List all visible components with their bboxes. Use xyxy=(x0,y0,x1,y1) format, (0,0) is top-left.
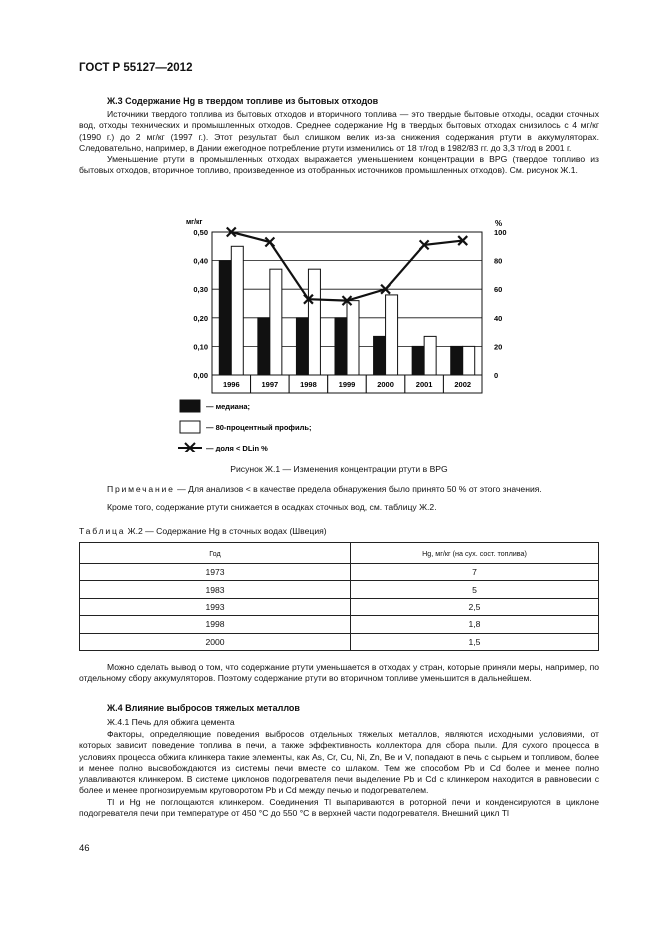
cell-year: 1993 xyxy=(80,598,351,615)
section-j3-body xyxy=(79,109,599,177)
legend-swatch xyxy=(180,421,200,433)
page-number: 46 xyxy=(79,843,90,854)
paragraph: Факторы, определяющие поведения выбросов отдельных тяжелых металлов, являются исходными условиями, от которых зависит поведение топлива в печи, а также эффективность коллектора для сбора пыли. Для сухого процесса в условиях процесса обжига клинкера такие элементы, как As, Cr, Cu, Ni, Zn, Be и V, попадают в печь с сырьем и топливом, более и менее полно высвобождаются из системы печи вместе со шлаком. Тем же способом Pb и Cd более и менее полно улавливаются клинкером. В системе циклонов подогревателя печи выделение Pb и Cd с клинкером находится в равновесии с более и менее прогнозируемым круговоротом Pb и Cd между печью и подогревателем. xyxy=(79,729,599,796)
y2-tick-label: 100 xyxy=(494,228,507,237)
section-j3-heading: Ж.3 Содержание Hg в твердом топливе из бытовых отходов xyxy=(107,96,379,106)
table-label: Таблица xyxy=(79,526,126,536)
bar-p80 xyxy=(386,295,398,375)
y2-tick-label: 0 xyxy=(494,371,499,380)
legend-label: — 80-процентный профиль; xyxy=(206,423,312,432)
y-tick-label: 0,50 xyxy=(193,228,208,237)
paragraph: Кроме того, содержание ртути снижается в осадках сточных вод, см. таблицу Ж.2. xyxy=(107,502,437,512)
conclusion xyxy=(79,662,599,685)
note-label: Примечание xyxy=(107,484,175,494)
bar-p80 xyxy=(347,301,359,375)
bar-median xyxy=(258,318,270,375)
x-tick-label: 1998 xyxy=(300,380,317,389)
bar-p80 xyxy=(270,269,282,375)
paragraph: Уменьшение ртути в промышленных отходах выражается уменьшением концентрации в BPG (твердое топливо из бытовых отходов, вторичное топливо, произведенное из отобранных источников промышленных отходов). См. рисунок Ж.1. xyxy=(79,154,599,176)
table-header-row xyxy=(80,543,599,564)
cell-year: 1983 xyxy=(80,581,351,598)
y2-axis-ticks xyxy=(494,228,507,380)
paragraph: Источники твердого топлива из бытовых отходов и вторичного топлива — это твердые бытовые отходы, осадки сточных вод, отходы технических и промышленных отходов. Среднее содержание Hg в твердых бытовых отходах снизилось с 4 мг/кг (1990 г.) до 2 мг/кг (1997 г.). Этот результат был слишком велик из-за снижения содержания ртути в аккумуляторах. Следовательно, например, в Дании ежегодное потребление ртути изменились от 18 т/год в 1982/83 гг. до 3,3 т/год в 2001 г. xyxy=(79,109,599,153)
paragraph: Tl и Hg не поглощаются клинкером. Соединения Tl выпариваются в роторной печи и конденсируются в циклоне подогревателя печи при температуре от 450 °C до 550 °C в верхней части подогревателя. Внешний цикл Tl xyxy=(79,796,599,819)
x-axis-ticks xyxy=(212,375,482,393)
document-header: ГОСТ Р 55127—2012 xyxy=(79,62,193,74)
legend-label: — медиана; xyxy=(206,402,251,411)
cell-year: 2000 xyxy=(80,633,351,650)
note xyxy=(79,484,599,495)
y2-tick-label: 40 xyxy=(494,313,503,323)
mercury-concentration-chart xyxy=(172,217,532,452)
bar-p80 xyxy=(308,269,320,375)
y2-tick-label: 20 xyxy=(494,342,503,352)
cell-year: 1973 xyxy=(80,564,351,581)
table-row xyxy=(80,598,599,615)
y-tick-label: 0,00 xyxy=(193,371,208,380)
cell-value: 7 xyxy=(351,564,599,581)
after-note xyxy=(79,502,599,513)
section-j4-heading: Ж.4 Влияние выбросов тяжелых металлов xyxy=(107,703,300,713)
col-header-hg: Hg, мг/кг (на сух. сост. топлива) xyxy=(351,543,599,564)
cell-year: 1998 xyxy=(80,616,351,633)
table-j2 xyxy=(79,542,599,651)
x-tick-label: 1997 xyxy=(261,380,279,389)
cell-value: 1,8 xyxy=(351,616,599,633)
y2-tick-label: 80 xyxy=(494,256,503,266)
note-text: — Для анализов < в качестве предела обнаружения было принято 50 % от этого значения. xyxy=(174,484,542,494)
table-title xyxy=(79,526,327,536)
cell-value: 1,5 xyxy=(351,633,599,650)
cell-value: 2,5 xyxy=(351,598,599,615)
bar-median xyxy=(451,346,463,375)
table-row xyxy=(80,564,599,581)
legend-label: — доля < DLin % xyxy=(206,444,268,452)
table-title-text: Ж.2 — Содержание Hg в сточных водах (Швеция) xyxy=(125,526,327,536)
y-tick-label: 0,20 xyxy=(193,313,208,323)
table-row xyxy=(80,633,599,650)
x-tick-label: 1999 xyxy=(338,380,356,389)
cell-value: 5 xyxy=(351,581,599,598)
bar-median xyxy=(296,318,308,375)
x-tick-label: 2000 xyxy=(377,380,394,389)
y-tick-label: 0,30 xyxy=(193,285,208,295)
y-axis-ticks xyxy=(193,228,208,380)
y2-axis-label: % xyxy=(495,219,503,228)
y-axis-label: мг/кг xyxy=(186,219,203,226)
bar-median xyxy=(335,318,347,375)
figure-caption: Рисунок Ж.1 — Изменения концентрации ртути в BPG xyxy=(230,464,448,474)
x-tick-label: 2001 xyxy=(415,380,433,389)
table-row xyxy=(80,616,599,633)
paragraph: Можно сделать вывод о том, что содержание ртути уменьшается в отходах у стран, которые приняли меры, например, по отдельному сбору аккумуляторов. Поэтому содержание ртути во вторичном топливе уменьшится в дальнейшем. xyxy=(79,662,599,684)
x-tick-label: 2002 xyxy=(454,380,472,389)
section-j4-body xyxy=(79,729,599,819)
y-tick-label: 0,40 xyxy=(193,256,208,266)
bar-p80 xyxy=(231,246,243,375)
section-j4-subheading: Ж.4.1 Печь для обжига цемента xyxy=(107,717,235,727)
bar-median xyxy=(412,346,424,375)
chart-plot-area xyxy=(212,228,482,376)
chart-legend xyxy=(178,400,311,452)
table-row xyxy=(80,581,599,598)
y2-tick-label: 60 xyxy=(494,285,503,295)
col-header-year: Год xyxy=(80,543,351,564)
bar-median xyxy=(374,336,386,375)
y-tick-label: 0,10 xyxy=(193,342,208,352)
x-tick-label: 1996 xyxy=(222,380,240,389)
bar-p80 xyxy=(463,346,475,375)
bar-p80 xyxy=(424,336,436,375)
legend-swatch xyxy=(180,400,200,412)
bar-median xyxy=(219,261,231,375)
